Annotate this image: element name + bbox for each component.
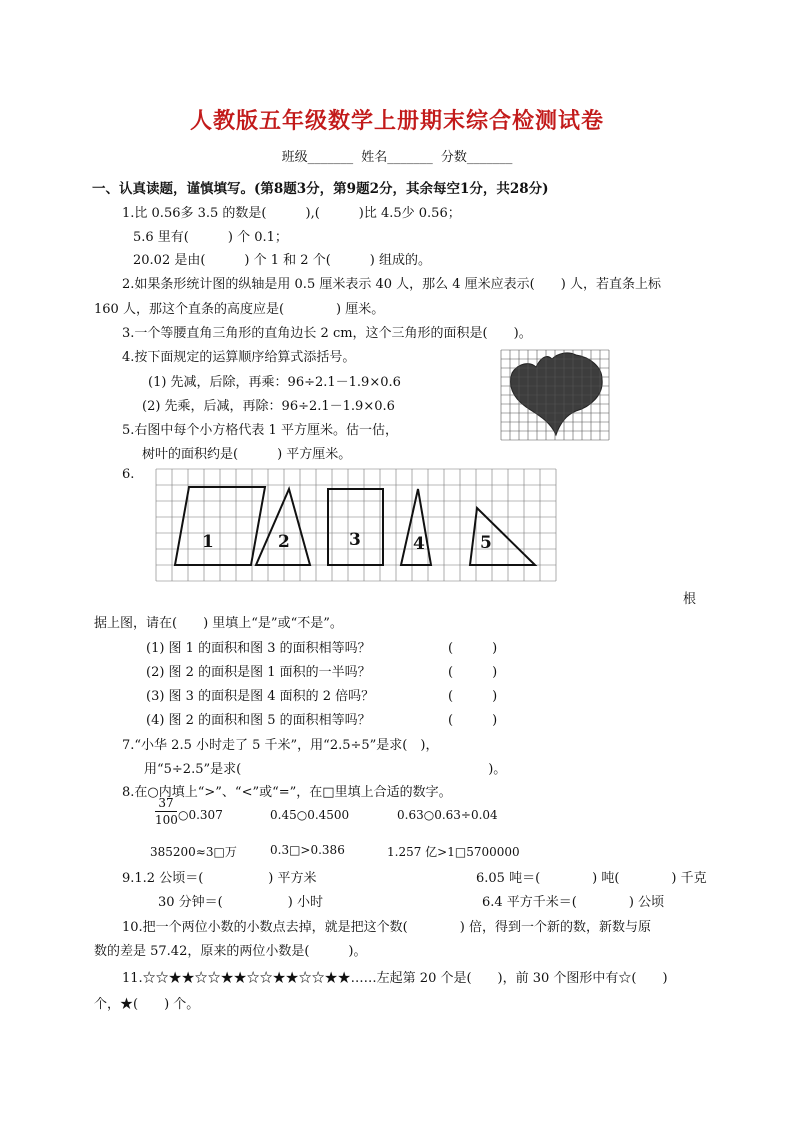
q6-item-1: (1) 图 1 的面积和图 3 的面积相等吗？ xyxy=(146,641,371,656)
shape-4-label: 4 xyxy=(413,534,425,554)
q10-line2: 数的差是 57.42，原来的两位小数是( )。 xyxy=(94,944,367,959)
q3-line1: 3.一个等腰直角三角形的直角边长 2 cm，这个三角形的面积是( )。 xyxy=(122,326,532,341)
q8-r2c1[interactable]: 385200≈3□万 xyxy=(150,845,237,859)
student-info-line xyxy=(0,146,794,165)
leaf-grid-figure xyxy=(500,349,610,441)
q6-answer-1[interactable]: ( ) xyxy=(448,641,498,656)
ginkgo-leaf-shape xyxy=(511,353,603,435)
q9-c: 30 分钟＝( ) 小时 xyxy=(158,895,323,910)
q9-b: 6.05 吨＝( ) 吨( ) 千克 xyxy=(476,871,707,886)
shape-3-rectangle xyxy=(328,489,383,565)
q8-line1: 8.在○内填上“>”、“<”或“=”，在□里填上合适的数字。 xyxy=(122,785,452,800)
q6-item-2: (2) 图 2 的面积是图 1 面积的一半吗？ xyxy=(146,665,371,680)
q2-line2: 160 人，那这个直条的高度应是( ) 厘米。 xyxy=(94,302,385,317)
q11-line2: 个，★( ) 个。 xyxy=(94,997,200,1012)
q4-line3: (2) 先乘，后减，再除：96÷2.1－1.9×0.6 xyxy=(142,399,395,414)
q8-r1c1[interactable]: ○0.307 xyxy=(178,808,223,822)
q2-line1: 2.如果条形统计图的纵轴是用 0.5 厘米表示 40 人，那么 4 厘米应表示( ) 人，若直条上标 xyxy=(122,277,661,292)
shape-2-label: 2 xyxy=(278,532,290,552)
q6-shapes-grid xyxy=(155,468,557,584)
q6-answer-3[interactable]: ( ) xyxy=(448,689,498,704)
shape-2-triangle xyxy=(256,489,310,565)
name-field[interactable]: 姓名_______ xyxy=(361,150,433,165)
q4-line2: (1) 先减，后除，再乘：96÷2.1－1.9×0.6 xyxy=(148,375,401,390)
q6-intro: 据上图，请在( ) 里填上“是”或“不是”。 xyxy=(94,616,343,631)
fraction-denominator: 100 xyxy=(155,813,178,827)
q1-line1: 1.比 0.56多 3.5 的数是( ),( )比 4.5少 0.56； xyxy=(122,206,461,221)
q6-answer-2[interactable]: ( ) xyxy=(448,665,498,680)
score-field[interactable]: 分数_______ xyxy=(440,150,513,165)
q10-line1: 10.把一个两位小数的小数点去掉，就是把这个数( ) 倍，得到一个新的数，新数与原 xyxy=(122,920,651,935)
q6-trailing-text: 根 xyxy=(683,592,697,607)
q1-line3: 20.02 是由( ) 个 1 和 2 个( ) 组成的。 xyxy=(133,253,431,268)
q8-r1c3[interactable]: 0.63○0.63÷0.04 xyxy=(397,808,498,822)
q5-line2: 树叶的面积约是( ) 平方厘米。 xyxy=(142,447,352,462)
shape-1-label: 1 xyxy=(202,532,214,552)
section-1-heading: 一、认真读题，谨慎填写。(第8题3分，第9题2分，其余每空1分，共28分) xyxy=(92,181,549,197)
q5-line1: 5.右图中每个小方格代表 1 平方厘米。估一估， xyxy=(122,423,398,438)
q4-line1: 4.按下面规定的运算顺序给算式添括号。 xyxy=(122,350,356,365)
q8-fraction xyxy=(155,795,177,828)
q6-number: 6. xyxy=(122,467,135,482)
q6-item-3: (3) 图 3 的面积是图 4 面积的 2 倍吗？ xyxy=(146,689,375,704)
q8-r1c2[interactable]: 0.45○0.4500 xyxy=(270,808,350,822)
q9-a: 9.1.2 公顷＝( ) 平方米 xyxy=(122,871,317,886)
q1-line2: 5.6 里有( ) 个 0.1； xyxy=(133,230,288,245)
q7-line2: 用“5÷2.5”是求( )。 xyxy=(144,762,507,777)
q11-line1: 11.☆☆★★☆☆★★☆☆★★☆☆★★……左起第 20 个是( )，前 30 个图形中有☆( ) xyxy=(122,971,668,986)
shape-5-label: 5 xyxy=(480,533,492,553)
q7-line1: 7.“小华 2.5 小时走了 5 千米”，用“2.5÷5”是求( )， xyxy=(122,738,439,753)
q6-item-4: (4) 图 2 的面积和图 5 的面积相等吗？ xyxy=(146,713,371,728)
q6-answer-4[interactable]: ( ) xyxy=(448,713,498,728)
q9-d: 6.4 平方千米＝( ) 公顷 xyxy=(482,895,665,910)
q8-r2c3[interactable]: 1.257 亿>1□5700000 xyxy=(387,845,520,859)
fraction-numerator: 37 xyxy=(155,795,177,812)
shape-3-label: 3 xyxy=(349,530,361,550)
class-field[interactable]: 班级_______ xyxy=(281,150,354,165)
q8-r2c2[interactable]: 0.3□>0.386 xyxy=(270,843,345,857)
page-title: 人教版五年级数学上册期末综合检测试卷 xyxy=(189,108,604,134)
